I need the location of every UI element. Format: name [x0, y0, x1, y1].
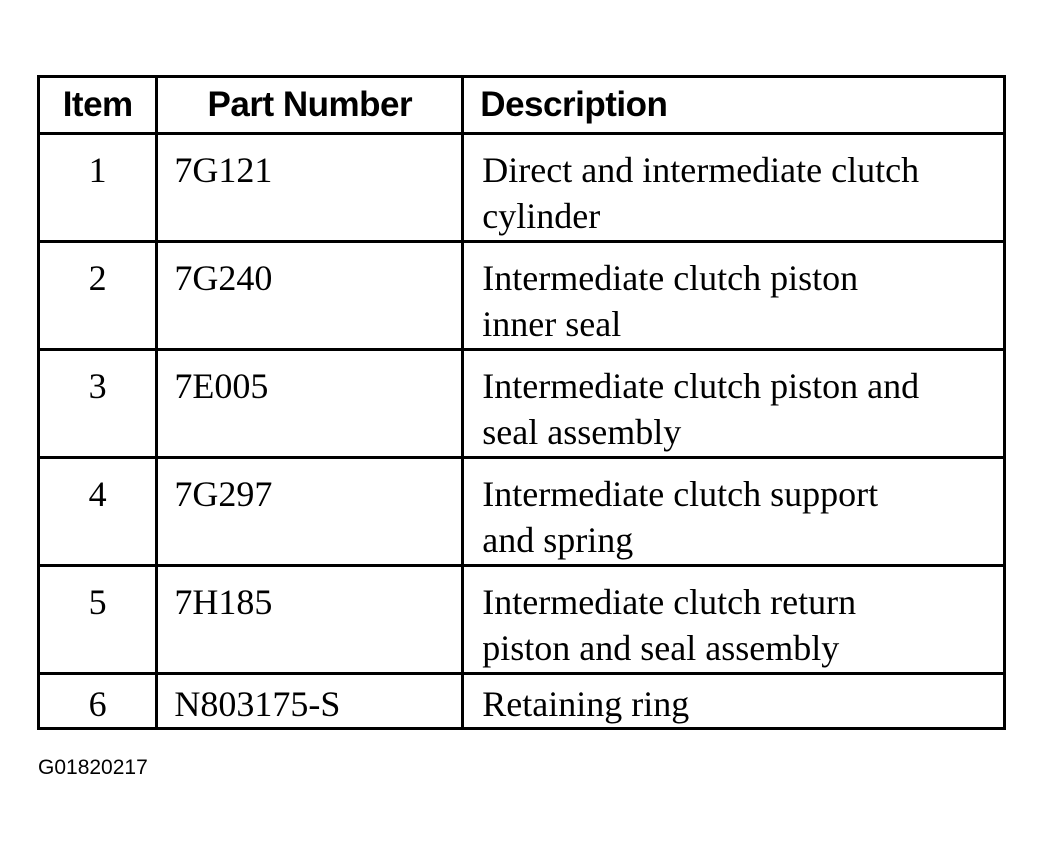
item-cell: 6 [39, 674, 157, 729]
header-row [39, 77, 1005, 134]
part-number-cell: 7G240 [157, 242, 463, 350]
description-line: Direct and intermediate clutch [482, 150, 920, 190]
description-cell [463, 458, 1005, 566]
description-cell [463, 350, 1005, 458]
description-line: inner seal [482, 304, 622, 344]
figure-id: G01820217 [38, 756, 148, 779]
item-cell: 1 [39, 134, 157, 242]
table-row [39, 242, 1005, 350]
description-line: Retaining ring [482, 684, 690, 724]
header-item: Item [39, 77, 157, 134]
item-cell: 3 [39, 350, 157, 458]
item-cell: 5 [39, 566, 157, 674]
description-line: Intermediate clutch return [482, 582, 857, 622]
description-line: cylinder [482, 196, 601, 236]
table-row [39, 674, 1005, 729]
description-line: Intermediate clutch piston and [482, 366, 920, 406]
table-row [39, 458, 1005, 566]
part-number-cell: 7E005 [157, 350, 463, 458]
description-cell [463, 242, 1005, 350]
description-cell [463, 674, 1005, 729]
table-row [39, 566, 1005, 674]
part-number-cell: 7G121 [157, 134, 463, 242]
description-line: Intermediate clutch support [482, 474, 879, 514]
parts-table [37, 75, 1006, 730]
part-number-cell: 7G297 [157, 458, 463, 566]
header-description: Description [463, 77, 1005, 134]
description-cell [463, 566, 1005, 674]
header-part-number: Part Number [157, 77, 463, 134]
item-cell: 4 [39, 458, 157, 566]
table-row [39, 350, 1005, 458]
description-line: and spring [482, 520, 634, 560]
table-row [39, 134, 1005, 242]
description-line: Intermediate clutch piston [482, 258, 859, 298]
description-line: piston and seal assembly [482, 628, 840, 668]
part-number-cell: N803175-S [157, 674, 463, 729]
description-cell [463, 134, 1005, 242]
part-number-cell: 7H185 [157, 566, 463, 674]
description-line: seal assembly [482, 412, 682, 452]
item-cell: 2 [39, 242, 157, 350]
